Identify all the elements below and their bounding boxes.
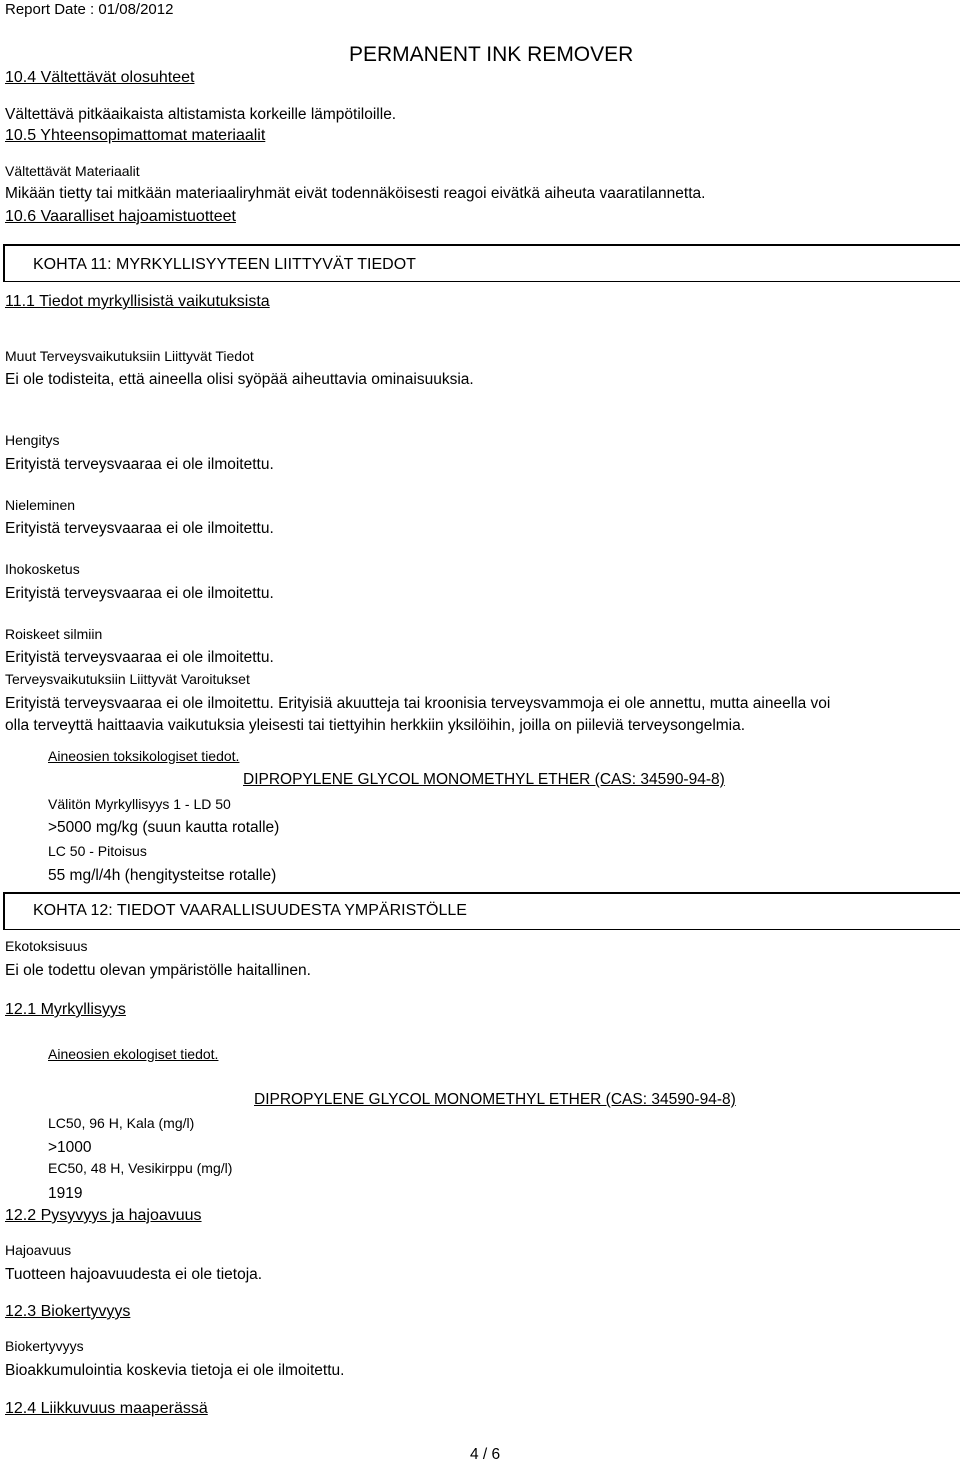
section-10-5-text: Mikään tietty tai mitkään materiaaliryhmät eivät todennäköisesti reagoi eivätkä aiheuta vaaratilannetta. [5, 185, 706, 202]
ld50-value: >5000 mg/kg (suun kautta rotalle) [48, 819, 280, 836]
other-health-text: Ei ole todisteita, että aineella olisi syöpää aiheuttavia ominaisuuksia. [5, 371, 474, 388]
ec50-label: EC50, 48 H, Vesikirppu (mg/l) [48, 1160, 233, 1176]
degradability-label: Hajoavuus [5, 1242, 72, 1258]
ecotoxicity-label: Ekotoksisuus [5, 938, 88, 954]
inhalation-label: Hengitys [5, 432, 60, 448]
lc50-label: LC 50 - Pitoisus [48, 843, 147, 859]
section-12-2-heading: 12.2 Pysyvyys ja hajoavuus [5, 1207, 202, 1224]
report-date: Report Date : 01/08/2012 [5, 1, 174, 18]
section-10-4-text: Vältettävä pitkäaikaista altistamista korkeille lämpötiloille. [5, 106, 397, 123]
health-warnings-line-1: Erityistä terveysvaaraa ei ole ilmoitettu. Erityisiä akuutteja tai kroonisia terveysvammoja ei ole annettu, mutta aineella voi [5, 695, 831, 712]
section-11-title: KOHTA 11: MYRKYLLISYYTEEN LIITTYVÄT TIEDOT [33, 256, 416, 273]
degradability-text: Tuotteen hajoavuudesta ei ole tietoja. [5, 1266, 263, 1283]
ecology-link: Aineosien ekologiset tiedot. [48, 1046, 219, 1062]
section-12-1-heading: 12.1 Myrkyllisyys [5, 1001, 126, 1018]
page-number: 4 / 6 [470, 1446, 501, 1463]
section-12-4-heading: 12.4 Liikkuvuus maaperässä [5, 1400, 208, 1417]
eye-contact-label: Roiskeet silmiin [5, 626, 103, 642]
lc50-fish-value: >1000 [48, 1139, 92, 1156]
eye-contact-text: Erityistä terveysvaaraa ei ole ilmoitettu. [5, 649, 274, 666]
toxicology-component-name: DIPROPYLENE GLYCOL MONOMETHYL ETHER (CAS: 34590-94-8) [243, 771, 725, 788]
section-12-title: KOHTA 12: TIEDOT VAARALLISUUDESTA YMPÄRISTÖLLE [33, 902, 467, 919]
section-10-4-heading: 10.4 Vältettävät olosuhteet [5, 69, 195, 86]
bioaccumulation-label: Biokertyvyys [5, 1338, 84, 1354]
inhalation-text: Erityistä terveysvaaraa ei ole ilmoitettu. [5, 456, 274, 473]
skin-contact-text: Erityistä terveysvaaraa ei ole ilmoitettu. [5, 585, 274, 602]
ingestion-text: Erityistä terveysvaaraa ei ole ilmoitettu. [5, 520, 274, 537]
section-11-1-heading: 11.1 Tiedot myrkyllisistä vaikutuksista [5, 293, 270, 310]
product-title: PERMANENT INK REMOVER [349, 43, 634, 66]
ec50-value: 1919 [48, 1185, 83, 1202]
lc50-fish-label: LC50, 96 H, Kala (mg/l) [48, 1115, 195, 1131]
other-health-label: Muut Terveysvaikutuksiin Liittyvät Tiedot [5, 348, 254, 364]
bioaccumulation-text: Bioakkumulointia koskevia tietoja ei ole ilmoitettu. [5, 1362, 345, 1379]
section-12-3-heading: 12.3 Biokertyvyys [5, 1303, 131, 1320]
section-10-5-heading: 10.5 Yhteensopimattomat materiaalit [5, 127, 266, 144]
section-10-5-label: Vältettävät Materiaalit [5, 163, 140, 179]
toxicology-link: Aineosien toksikologiset tiedot. [48, 748, 240, 764]
health-warnings-line-2: olla terveyttä haittaavia vaikutuksia yleisesti tai tiettyihin herkkiin yksilöihin, joilla on piileviä terveysongelmia. [5, 717, 746, 734]
lc50-value: 55 mg/l/4h (hengitysteitse rotalle) [48, 867, 277, 884]
ecotoxicity-text: Ei ole todettu olevan ympäristölle haitallinen. [5, 962, 311, 979]
skin-contact-label: Ihokosketus [5, 561, 80, 577]
ecology-component-name: DIPROPYLENE GLYCOL MONOMETHYL ETHER (CAS: 34590-94-8) [254, 1091, 736, 1108]
ingestion-label: Nieleminen [5, 497, 76, 513]
section-10-6-heading: 10.6 Vaaralliset hajoamistuotteet [5, 208, 236, 225]
ld50-label: Välitön Myrkyllisyys 1 - LD 50 [48, 796, 231, 812]
health-warnings-label: Terveysvaikutuksiin Liittyvät Varoitukset [5, 671, 250, 687]
